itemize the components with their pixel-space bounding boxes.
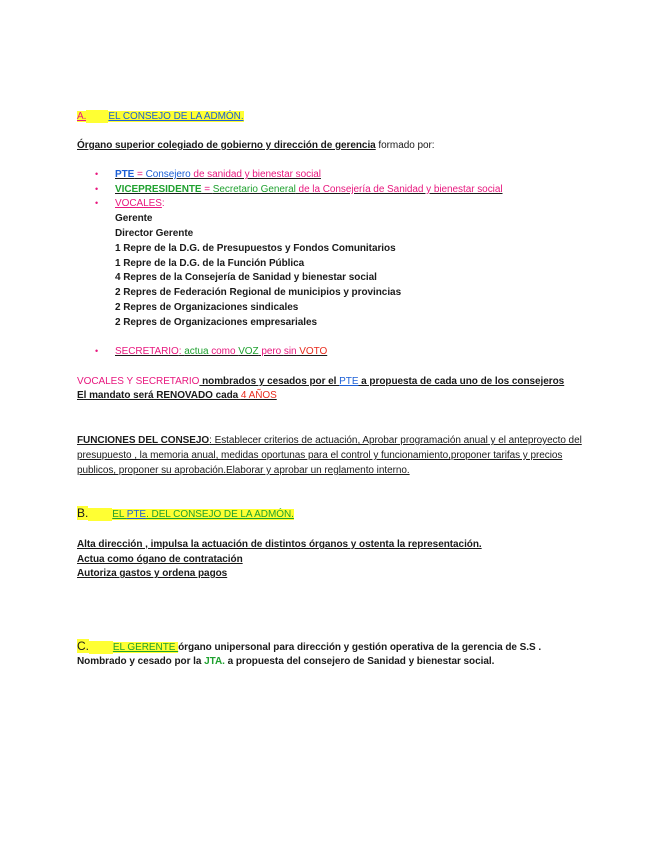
vocales-secretario: VOCALES Y SECRETARIO	[77, 376, 200, 387]
gerente-line2-b: a propuesta del consejero de Sanidad y bienestar social.	[224, 656, 495, 667]
section-a-title: EL CONSEJO DE LA ADMÓN.	[108, 111, 244, 122]
section-b-gap	[88, 508, 112, 521]
pte-line	[115, 168, 321, 181]
pte-function-line: Actua como ógano de contratación	[77, 554, 243, 565]
mandato-years: 4 AÑOS	[240, 390, 277, 401]
section-b-letter: B.	[77, 506, 89, 520]
vocal-member: 1 Repre de la D.G. de Presupuestos y Fondos Comunitarios	[115, 243, 396, 254]
vice-eq: =	[201, 184, 213, 195]
gerente-line2-a: Nombrado y cesado por la	[77, 656, 205, 667]
funciones-line3: publicos, proponer su aprobación.Elaborar y aprobar un reglamento interno.	[77, 465, 410, 476]
secretario-como: como	[208, 346, 239, 357]
secretario-sin: sin	[283, 346, 297, 357]
secretario-actua: actua	[184, 346, 209, 357]
secretario-label: SECRETARIO	[115, 346, 179, 357]
vocales-line	[115, 197, 165, 210]
section-a-letter: A.	[77, 111, 87, 122]
consejo-intro-rest: formado por:	[375, 140, 435, 151]
vocal-member: 2 Repres de Federación Regional de municipios y provincias	[115, 287, 402, 298]
section-b-heading	[77, 507, 294, 521]
pte-rest: de sanidad y bienestar social	[190, 169, 321, 180]
vice-secretario: Secretario General	[212, 184, 296, 195]
nombrados-pte: PTE	[339, 376, 359, 387]
vocales-colon: :	[161, 198, 165, 209]
section-b-title: . DEL CONSEJO DE LA ADMÓN.	[146, 509, 294, 520]
vice-line	[115, 183, 503, 196]
section-c-title: EL GERENTE	[112, 642, 179, 653]
section-c-heading	[77, 640, 541, 654]
bullet-icon: •	[95, 184, 99, 194]
funciones-line2: presupuesto , la memoria anual, medidas oportunas para el control y funcionamiento,proponer tarifas y precios	[77, 450, 563, 461]
consejo-intro	[77, 139, 435, 152]
funciones-text1: : Establecer criterios de actuación, Aprobar programación anual y el anteproyecto del	[209, 435, 582, 446]
nombrados-text1: nombrados y cesados por el	[199, 376, 340, 387]
vocal-member: 1 Repre de la D.G. de la Función Pública	[115, 258, 305, 269]
gerente-nombrado-line	[77, 655, 494, 668]
mandato-line	[77, 389, 277, 402]
vocales-label: VOCALES	[115, 198, 162, 209]
secretario-voto: VOTO	[296, 346, 328, 357]
secretario-colon: :	[178, 346, 185, 357]
funciones-label: FUNCIONES DEL CONSEJO	[77, 435, 210, 446]
vice-label: VICEPRESIDENTE	[115, 184, 202, 195]
pte-eq: =	[134, 169, 146, 180]
section-c-gap	[89, 641, 113, 654]
section-c-letter: C.	[77, 639, 89, 653]
nombrados-text2: a propuesta de cada uno de los consejeros	[358, 376, 565, 387]
vocal-member: 4 Repres de la Consejería de Sanidad y bienestar social	[115, 272, 377, 283]
secretario-pero: pero	[258, 346, 284, 357]
funciones-line1	[77, 434, 582, 447]
section-a-gap	[86, 110, 108, 123]
pte-consejero: Consejero	[145, 169, 191, 180]
pte-function-line: Autoriza gastos y ordena pagos	[77, 568, 228, 579]
section-b-pte: PTE	[126, 509, 147, 520]
pte-function-line: Alta dirección , impulsa la actuación de distintos órganos y ostenta la representación.	[77, 539, 482, 550]
secretario-voz: VOZ	[238, 346, 259, 357]
vocal-member: Director Gerente	[115, 228, 194, 239]
vocal-member: 2 Repres de Organizaciones sindicales	[115, 302, 299, 313]
section-a-heading	[77, 110, 244, 123]
secretario-line	[115, 345, 327, 358]
mandato-text: El mandato será RENOVADO cada	[77, 390, 241, 401]
vocal-member: Gerente	[115, 213, 153, 224]
section-c-desc: órgano unipersonal para dirección y gestión operativa de la gerencia de S.S .	[178, 642, 542, 653]
vice-rest: de la Consejería de Sanidad y bienestar social	[295, 184, 503, 195]
consejo-intro-bold: Órgano superior colegiado de gobierno y dirección de gerencia	[77, 140, 376, 151]
vocal-member: 2 Repres de Organizaciones empresariales	[115, 317, 317, 328]
bullet-icon: •	[95, 198, 99, 208]
pte-label: PTE	[115, 169, 135, 180]
bullet-icon: •	[95, 346, 99, 356]
gerente-jta: JTA.	[204, 656, 225, 667]
bullet-icon: •	[95, 169, 99, 179]
section-b-el: EL	[112, 509, 127, 520]
nombrados-line	[77, 375, 564, 388]
